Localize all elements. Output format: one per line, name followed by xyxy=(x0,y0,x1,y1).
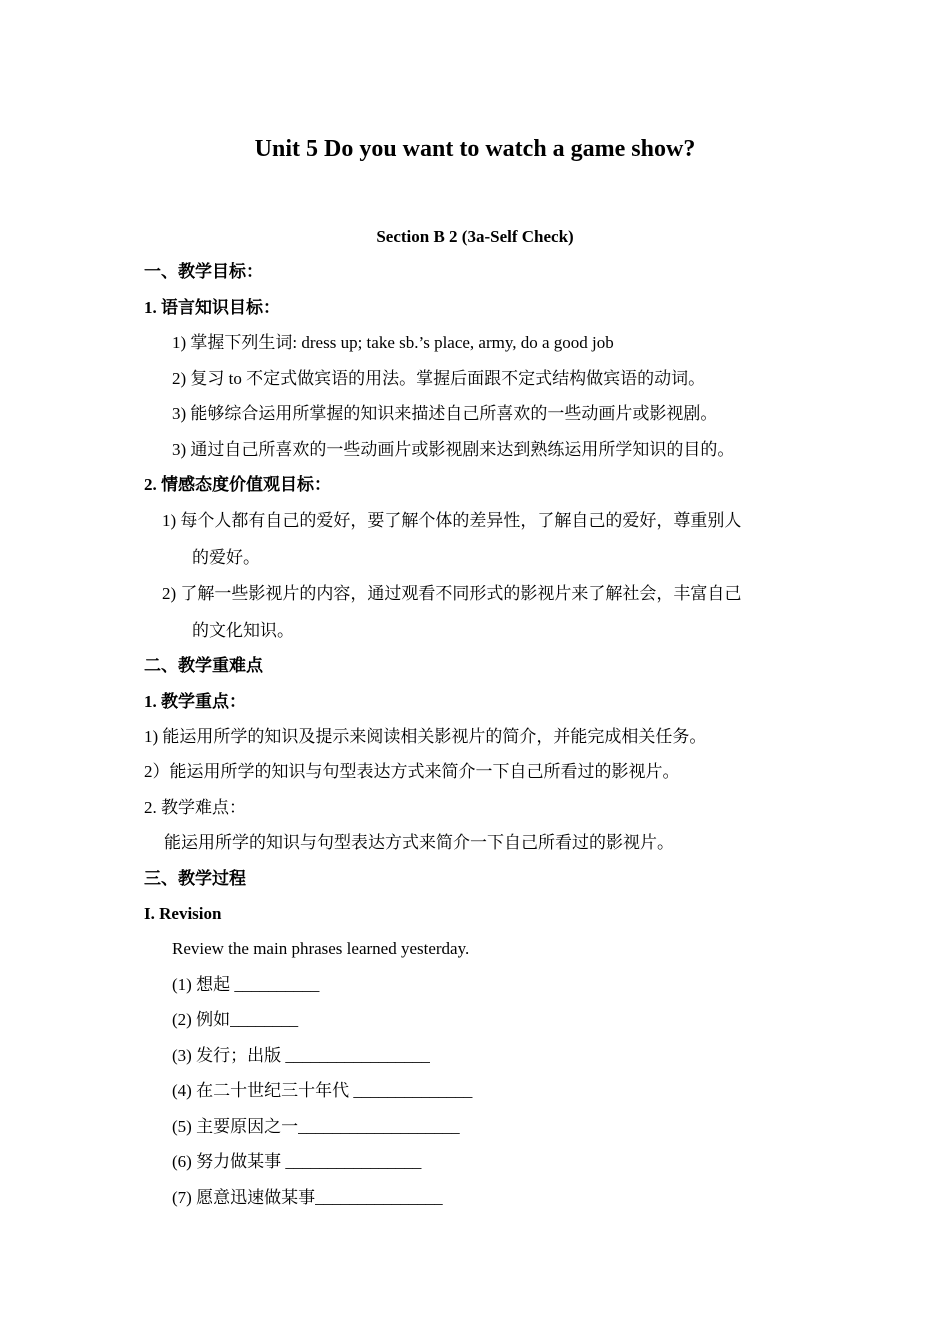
heading-language-knowledge: 1. 语言知识目标： xyxy=(144,298,280,317)
emotional-item-2: 2) 了解一些影视片的内容，通过观看不同形式的影视片来了解社会，丰富自己 xyxy=(162,584,742,603)
heading-revision: I. Revision xyxy=(144,904,222,923)
objective-item: 3) 通过自己所喜欢的一些动画片或影视剧来达到熟练运用所学知识的目的。 xyxy=(172,440,735,459)
emotional-item-1: 1) 每个人都有自己的爱好，要了解个体的差异性，了解自己的爱好，尊重别人 xyxy=(162,511,742,530)
revision-item: (5) 主要原因之一___________________ xyxy=(172,1117,460,1136)
section-subtitle: Section B 2 (3a-Self Check) xyxy=(376,227,574,246)
emotional-item-1-continued: 的爱好。 xyxy=(192,548,260,567)
heading-teaching-objectives: 一、教学目标： xyxy=(144,262,263,281)
revision-item: (6) 努力做某事 ________________ xyxy=(172,1152,422,1171)
heading-key-difficult-points: 二、教学重难点 xyxy=(144,656,263,675)
document-title: Unit 5 Do you want to watch a game show? xyxy=(254,136,696,162)
heading-key-points: 1. 教学重点： xyxy=(144,692,246,711)
key-point-item: 1) 能运用所学的知识及提示来阅读相关影视片的简介，并能完成相关任务。 xyxy=(144,727,707,746)
heading-teaching-process: 三、教学过程 xyxy=(144,869,246,888)
objective-item: 1) 掌握下列生词: dress up; take sb.’s place, army, do a good job xyxy=(172,333,614,352)
key-point-item: 2）能运用所学的知识与句型表达方式来简介一下自己所看过的影视片。 xyxy=(144,762,680,781)
revision-intro: Review the main phrases learned yesterday. xyxy=(172,939,470,958)
emotional-item-2-continued: 的文化知识。 xyxy=(192,621,294,640)
heading-difficult-points: 2. 教学难点： xyxy=(144,798,246,817)
heading-emotional-objectives: 2. 情感态度价值观目标： xyxy=(144,475,331,494)
revision-item: (3) 发行；出版 _________________ xyxy=(172,1046,430,1065)
difficult-point-text: 能运用所学的知识与句型表达方式来简介一下自己所看过的影视片。 xyxy=(164,833,674,852)
objective-item: 2) 复习 to 不定式做宾语的用法。掌握后面跟不定式结构做宾语的动词。 xyxy=(172,369,706,388)
revision-item: (2) 例如________ xyxy=(172,1010,299,1029)
revision-item: (4) 在二十世纪三十年代 ______________ xyxy=(172,1081,473,1100)
revision-item: (7) 愿意迅速做某事_______________ xyxy=(172,1188,443,1207)
objective-item: 3) 能够综合运用所掌握的知识来描述自己所喜欢的一些动画片或影视剧。 xyxy=(172,404,718,423)
revision-item: (1) 想起 __________ xyxy=(172,975,320,994)
